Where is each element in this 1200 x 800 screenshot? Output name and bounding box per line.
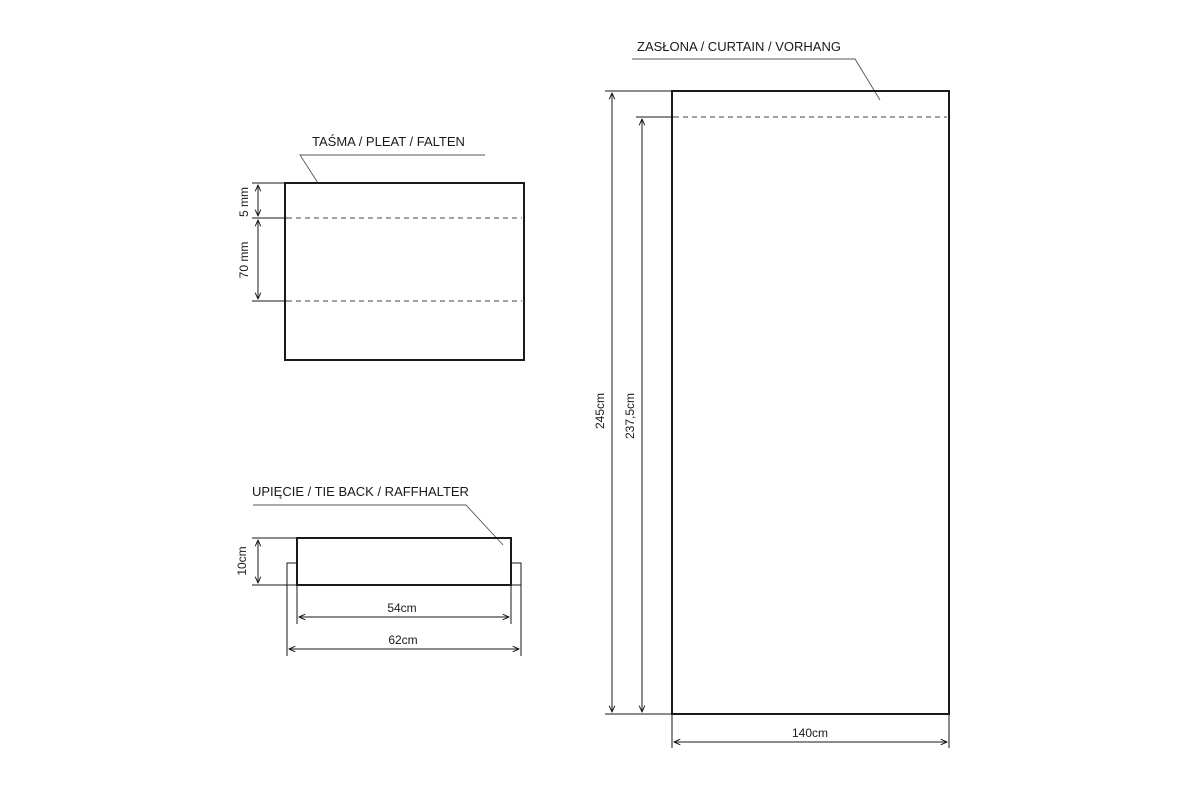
tieback-label: UPIĘCIE / TIE BACK / RAFFHALTER bbox=[252, 484, 469, 499]
pleat-70mm-label: 70 mm bbox=[237, 241, 251, 279]
pleat-diagram bbox=[237, 134, 524, 360]
curtain-total-height-label: 245cm bbox=[593, 392, 607, 430]
tieback-diagram bbox=[235, 484, 521, 656]
tieback-height-label: 10cm bbox=[235, 546, 249, 576]
pleat-label-leader bbox=[300, 155, 485, 183]
pleat-panel bbox=[285, 183, 524, 360]
curtain-label-leader bbox=[632, 59, 880, 100]
pleat-label: TAŚMA / PLEAT / FALTEN bbox=[312, 134, 465, 149]
tieback-outer-width-label: 62cm bbox=[388, 633, 418, 647]
curtain-panel bbox=[672, 91, 949, 714]
curtain-width-label: 140cm bbox=[791, 726, 829, 740]
tieback-strap bbox=[297, 538, 511, 585]
tieback-tab-right bbox=[511, 563, 521, 585]
curtain-diagram bbox=[593, 39, 949, 748]
curtain-label: ZASŁONA / CURTAIN / VORHANG bbox=[637, 39, 841, 54]
curtain-inner-height-label: 237,5cm bbox=[623, 392, 637, 440]
tieback-tab-left bbox=[287, 563, 297, 585]
tieback-inner-width-label: 54cm bbox=[387, 601, 417, 615]
pleat-5mm-label: 5 mm bbox=[237, 187, 251, 217]
